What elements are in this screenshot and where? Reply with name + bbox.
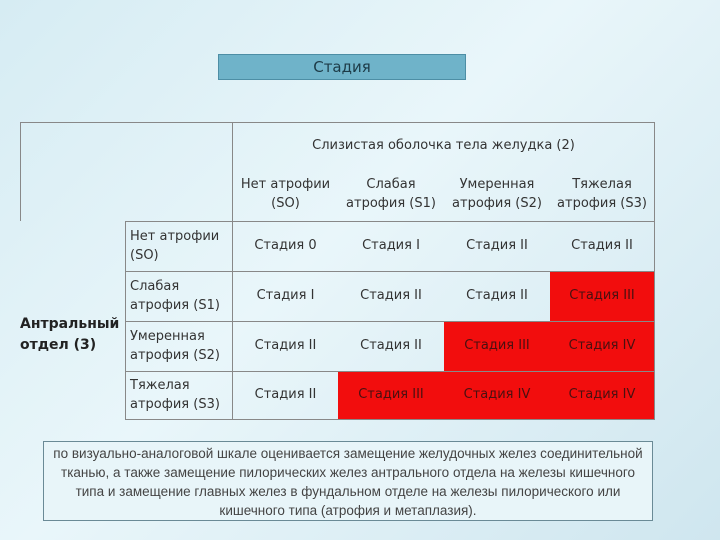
table-cell-highlighted: Стадия III — [444, 321, 550, 371]
row-header-s1: Слабая атрофия (S1) — [125, 271, 232, 321]
column-header-s3: Тяжелая атрофия (S3) — [550, 169, 655, 221]
table-cell: Стадия II — [550, 221, 655, 271]
table-cell: Стадия I — [338, 221, 444, 271]
stage-title: Стадия — [218, 54, 466, 80]
table-cell-highlighted: Стадия IV — [444, 371, 550, 420]
row-header-s3: Тяжелая атрофия (S3) — [125, 371, 232, 420]
row-header-s2: Умеренная атрофия (S2) — [125, 321, 232, 371]
table-cell: Стадия II — [232, 371, 338, 420]
column-header-s0: Нет атрофии (SO) — [232, 169, 338, 221]
table-corner — [20, 122, 232, 221]
table-cell: Стадия II — [338, 271, 444, 321]
table-cell: Стадия 0 — [232, 221, 338, 271]
table-cell-highlighted: Стадия IV — [550, 371, 655, 420]
footnote-text: по визуально-аналоговой шкале оценивается замещение желудочных желез соединительной тканью, а также замещение пилорических желез антрального отдела на железы кишечного типа и замещение главных желез в фундальном отделе на железы пилорического или кишечного типа (атрофия и метаплазия). — [43, 441, 653, 521]
row-header-s0: Нет атрофии (SO) — [125, 221, 232, 271]
table-cell: Стадия I — [232, 271, 338, 321]
antral-row-group: Антральный отдел (3) — [20, 316, 120, 353]
table-cell-highlighted: Стадия III — [550, 271, 655, 321]
table-cell: Стадия II — [444, 271, 550, 321]
staging-table — [20, 122, 655, 420]
column-header-s1: Слабая атрофия (S1) — [346, 177, 436, 211]
table-cell: Стадия II — [232, 321, 338, 371]
body-mucosa-header: Слизистая оболочка тела желудка (2) — [232, 122, 655, 169]
column-header-s2: Умеренная атрофия (S2) — [452, 177, 542, 211]
table-cell-highlighted: Стадия III — [338, 371, 444, 420]
table-cell: Стадия II — [338, 321, 444, 371]
table-cell-highlighted: Стадия IV — [550, 321, 655, 371]
table-cell: Стадия II — [444, 221, 550, 271]
